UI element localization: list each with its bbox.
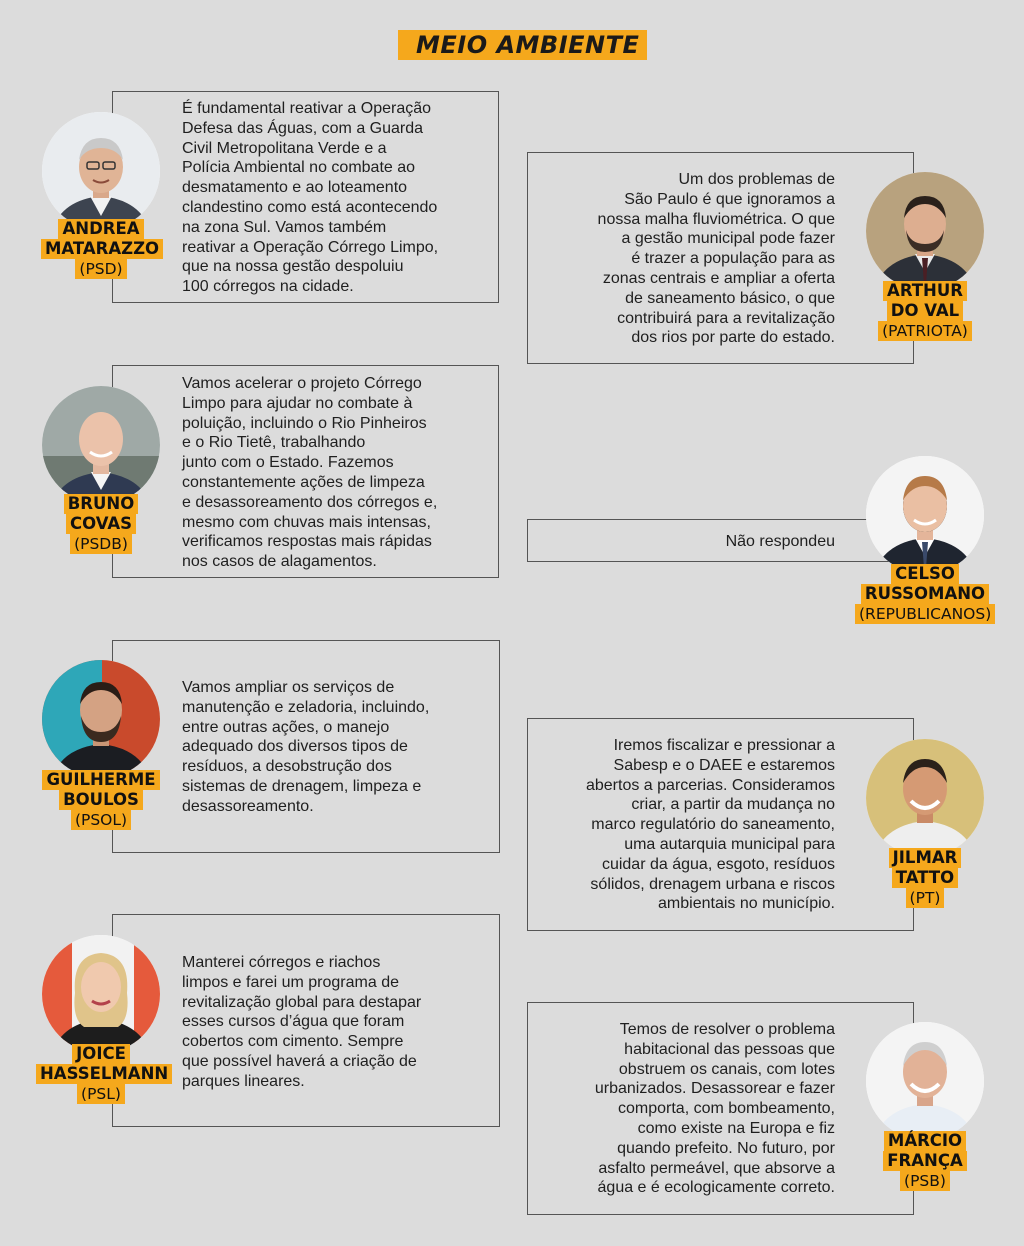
candidate-name-matarazzo — [41, 219, 161, 279]
name-line2: FRANÇA — [883, 1151, 966, 1171]
party-label: (PATRIOTA) — [878, 321, 972, 341]
name-line1: ARTHUR — [883, 281, 967, 301]
candidate-portrait-icon — [866, 739, 984, 857]
name-line1: JOICE — [72, 1044, 130, 1064]
name-line1: ANDREA — [58, 219, 143, 239]
name-line2: COVAS — [66, 514, 136, 534]
quote-text-hasselmann: Manterei córregos e riachos limpos e farei um programa de revitalização global para destapar esses cursos d’água que foram cobertos com cimento. Sempre que possível haverá a criação de parques lineares. — [182, 954, 422, 1090]
name-line2: TATTO — [892, 868, 958, 888]
candidate-name-boulos — [41, 770, 161, 830]
name-line1: BRUNO — [64, 494, 139, 514]
name-line2: RUSSOMANO — [861, 584, 989, 604]
name-line1: MÁRCIO — [884, 1131, 966, 1151]
candidate-portrait-icon — [866, 1022, 984, 1140]
candidate-portrait-icon — [42, 935, 160, 1053]
candidate-name-russomano — [855, 564, 995, 624]
name-line1: GUILHERME — [42, 770, 159, 790]
name-line2: MATARAZZO — [41, 239, 163, 259]
candidate-name-hasselmann — [36, 1044, 169, 1104]
quote-text-matarazzo: É fundamental reativar a Operação Defesa das Águas, com a Guarda Civil Metropolitana Verde e a Polícia Ambiental no combate ao desmatamento e ao loteamento clandestino como está acontecendo na zona Sul. Vamos também reativar a Operação Córrego Limpo, que na nossa gestão despoluiu 100 córregos na cidade. — [182, 100, 439, 296]
party-label: (PSL) — [77, 1084, 125, 1104]
candidate-name-covas — [41, 494, 161, 554]
candidate-portrait-icon — [866, 172, 984, 290]
section-title-banner — [398, 30, 647, 60]
party-label: (PSB) — [900, 1171, 950, 1191]
party-label: (PSOL) — [71, 810, 131, 830]
quote-text-do-val: Um dos problemas de São Paulo é que ignoramos a nossa malha fluviométrica. O que a gestão municipal pode fazer é trazer a população para as zonas centrais e ampliar a oferta de saneamento básico, o que contribuirá para a revitalização dos rios por parte do estado. — [597, 171, 835, 347]
candidate-portrait-icon — [42, 660, 160, 778]
candidate-name-franca — [865, 1131, 985, 1191]
section-title: MEIO AMBIENTE — [416, 31, 640, 59]
name-line1: JILMAR — [889, 848, 962, 868]
candidate-portrait-icon — [866, 456, 984, 574]
quote-text-tatto: Iremos fiscalizar e pressionar a Sabesp e o DAEE e estaremos abertos a parcerias. Consideramos criar, a partir da mudança no marco regulatório do saneamento, uma autarquia municipal para cuidar da água, esgoto, resíduos sólidos, drenagem urbana e riscos ambientais no município. — [585, 737, 835, 913]
party-label: (PT) — [906, 888, 945, 908]
party-label: (REPUBLICANOS) — [855, 604, 995, 624]
candidate-name-tatto — [865, 848, 985, 908]
candidate-portrait-icon — [42, 386, 160, 504]
quote-text-russomano: Não respondeu — [725, 533, 835, 550]
name-line2: DO VAL — [887, 301, 963, 321]
party-label: (PSDB) — [70, 534, 132, 554]
quote-text-boulos: Vamos ampliar os serviços de manutenção e zeladoria, incluindo, entre outras ações, o manejo adequado dos diversos tipos de resíduos, a desobstrução dos sistemas de drenagem, limpeza e desassoreamento. — [182, 679, 430, 815]
party-label: (PSD) — [75, 259, 126, 279]
name-line2: HASSELMANN — [36, 1064, 172, 1084]
candidate-name-do-val — [865, 281, 985, 341]
name-line2: BOULOS — [59, 790, 143, 810]
name-line1: CELSO — [891, 564, 959, 584]
quote-text-franca: Temos de resolver o problema habitacional das pessoas que obstruem os canais, com lotes urbanizados. Desassorear e fazer comporta, com bombeamento, como existe na Europa e fiz quando prefeito. No futuro, por asfalto permeável, que absorve a água e é ecologicamente correto. — [594, 1021, 835, 1197]
quote-text-covas: Vamos acelerar o projeto Córrego Limpo para ajudar no combate à poluição, incluindo o Rio Pinheiros e o Rio Tietê, trabalhando junto com o Estado. Fazemos constantemente ações de limpeza e desassoreamento dos córregos e, mesmo com chuvas mais intensas, verificamos respostas mais rápidas nos casos de alagamentos. — [182, 375, 438, 571]
candidate-portrait-icon — [42, 112, 160, 230]
